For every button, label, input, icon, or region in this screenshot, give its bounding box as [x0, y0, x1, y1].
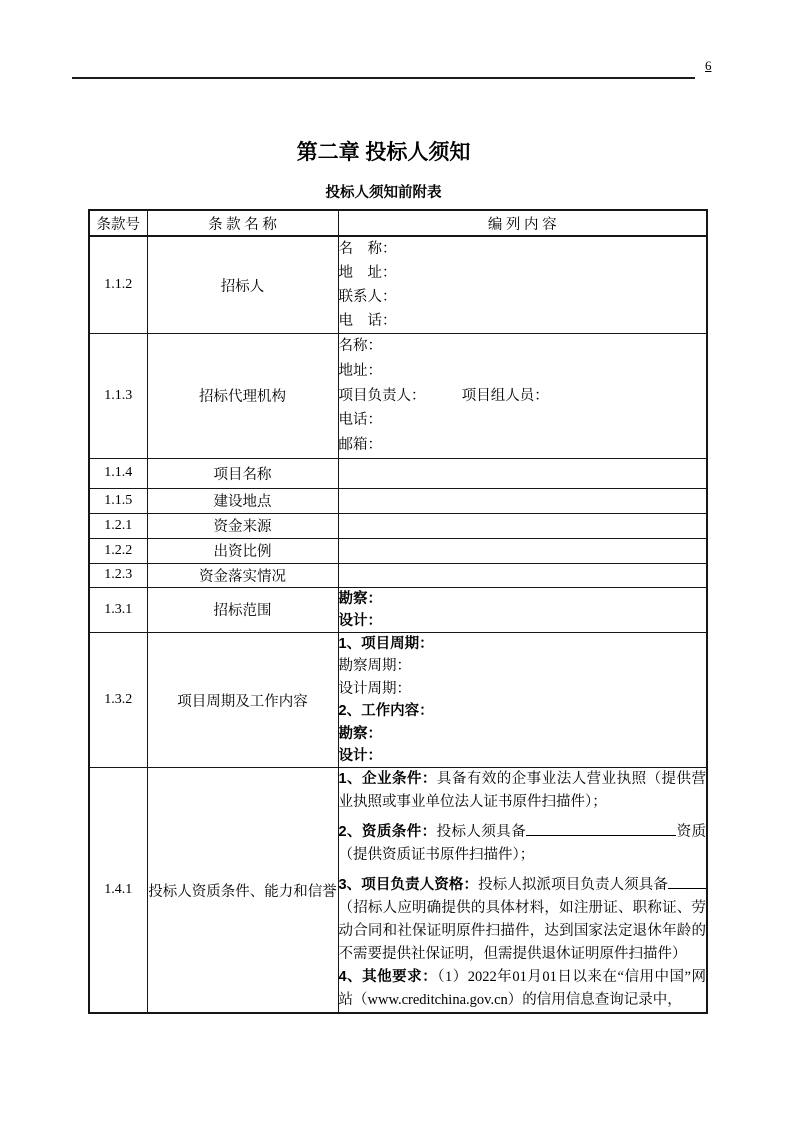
content-line: 设计：	[338, 612, 382, 629]
clause-number-cell: 1.2.2	[89, 538, 147, 563]
bold-label: 3、项目负责人资格：	[338, 877, 479, 894]
content-line: 勘察：	[338, 590, 382, 607]
table-row	[89, 488, 707, 513]
clause-number-cell: 1.1.2	[89, 236, 147, 334]
header-rule	[72, 77, 695, 79]
content-line: 邮箱：	[338, 437, 382, 454]
content-line: 项目负责人： 项目组人员：	[338, 387, 549, 404]
content-line: 勘察周期：	[338, 658, 411, 675]
clause-number-cell: 1.3.2	[89, 632, 147, 767]
table-row	[89, 632, 707, 767]
content-cell	[338, 513, 707, 538]
content-line: 设计周期：	[338, 680, 411, 697]
table-row	[89, 513, 707, 538]
content-cell	[338, 768, 707, 1014]
content-line: 电 话：	[338, 313, 397, 329]
content-cell	[338, 563, 707, 587]
content-cell	[338, 236, 707, 334]
clause-number-cell: 1.4.1	[89, 768, 147, 1014]
content-text: 资质（提供资质证书原件扫描件）；	[338, 824, 706, 864]
table-row	[89, 768, 707, 1014]
content-cell	[338, 458, 707, 488]
content-text: 投标人须具备	[436, 824, 527, 841]
requirement-paragraph	[339, 966, 707, 1012]
content-line: 地址：	[338, 362, 382, 379]
content-line: 名 称：	[338, 241, 397, 257]
content-cell	[338, 587, 707, 632]
clause-number-cell: 1.2.1	[89, 513, 147, 538]
clause-number-cell: 1.1.5	[89, 488, 147, 513]
clause-number-cell: 1.3.1	[89, 587, 147, 632]
content-text: 具备有效的企事业法人营业执照（提供营业执照或事业单位法人证书原件扫描件）；	[338, 771, 706, 811]
requirement-paragraph	[339, 768, 707, 814]
content-line: 2、工作内容：	[338, 703, 434, 720]
clause-name-cell: 招标代理机构	[147, 334, 338, 459]
clause-number-cell: 1.2.3	[89, 563, 147, 587]
content-cell	[338, 632, 707, 767]
clause-number-cell: 1.1.4	[89, 458, 147, 488]
table-row	[89, 563, 707, 587]
bold-label: 4、其他要求：	[338, 969, 438, 986]
table-row	[89, 458, 707, 488]
header-cell-clause-name: 条 款 名 称	[147, 210, 338, 236]
content-line: 勘察：	[338, 725, 382, 742]
table-row	[89, 538, 707, 563]
clause-number-cell: 1.1.3	[89, 334, 147, 459]
clause-name-cell: 出资比例	[147, 538, 338, 563]
content-line: 名称：	[338, 338, 382, 354]
bold-label: 2、资质条件：	[338, 824, 437, 841]
content-text: 投标人拟派项目负责人须具备	[478, 877, 668, 894]
clause-name-cell: 资金来源	[147, 513, 338, 538]
header-cell-clause-no: 条款号	[89, 210, 147, 236]
clause-name-cell: 资金落实情况	[147, 563, 338, 587]
clause-name-cell: 项目周期及工作内容	[147, 632, 338, 767]
content-line: 地 址：	[338, 265, 397, 281]
clause-name-cell: 项目名称	[147, 458, 338, 488]
clause-name-cell: 招标范围	[147, 587, 338, 632]
fill-in-blank	[526, 821, 676, 836]
content-line: 1、项目周期：	[338, 635, 434, 652]
fill-in-blank	[668, 874, 706, 889]
bidder-notice-table	[88, 209, 708, 1014]
table-row	[89, 236, 707, 334]
content-text: （1）2022年01月01日以来在“信用中国”网站（www.creditchina.gov.cn）的信用信息查询记录中，	[338, 969, 706, 1009]
content-line: 设计：	[338, 748, 382, 765]
table-subtitle: 投标人须知前附表	[325, 185, 442, 201]
page-number: 6	[705, 58, 712, 73]
content-cell	[338, 538, 707, 563]
content-text: （招标人应明确提供的具体材料，如注册证、职称证、劳动合同和社保证明原件扫描件，达到国家法定退休年龄的不需要提供社保证明，但需提供退休证明原件扫描件）	[338, 900, 706, 963]
content-line: 电话：	[338, 412, 382, 429]
chapter-title: 第二章 投标人须知	[296, 141, 471, 164]
bold-label: 1、企业条件：	[338, 771, 437, 788]
content-cell	[338, 488, 707, 513]
content-line: 联系人：	[338, 289, 397, 305]
table-row	[89, 334, 707, 459]
clause-name-cell: 招标人	[147, 236, 338, 334]
header-cell-content: 编 列 内 容	[338, 210, 707, 236]
requirement-paragraph	[339, 821, 707, 867]
clause-name-cell: 建设地点	[147, 488, 338, 513]
content-cell	[338, 334, 707, 459]
table-row	[89, 587, 707, 632]
table-header-row	[89, 210, 707, 236]
clause-name-cell: 投标人资质条件、能力和信誉	[147, 768, 338, 1014]
requirement-paragraph	[339, 874, 707, 966]
